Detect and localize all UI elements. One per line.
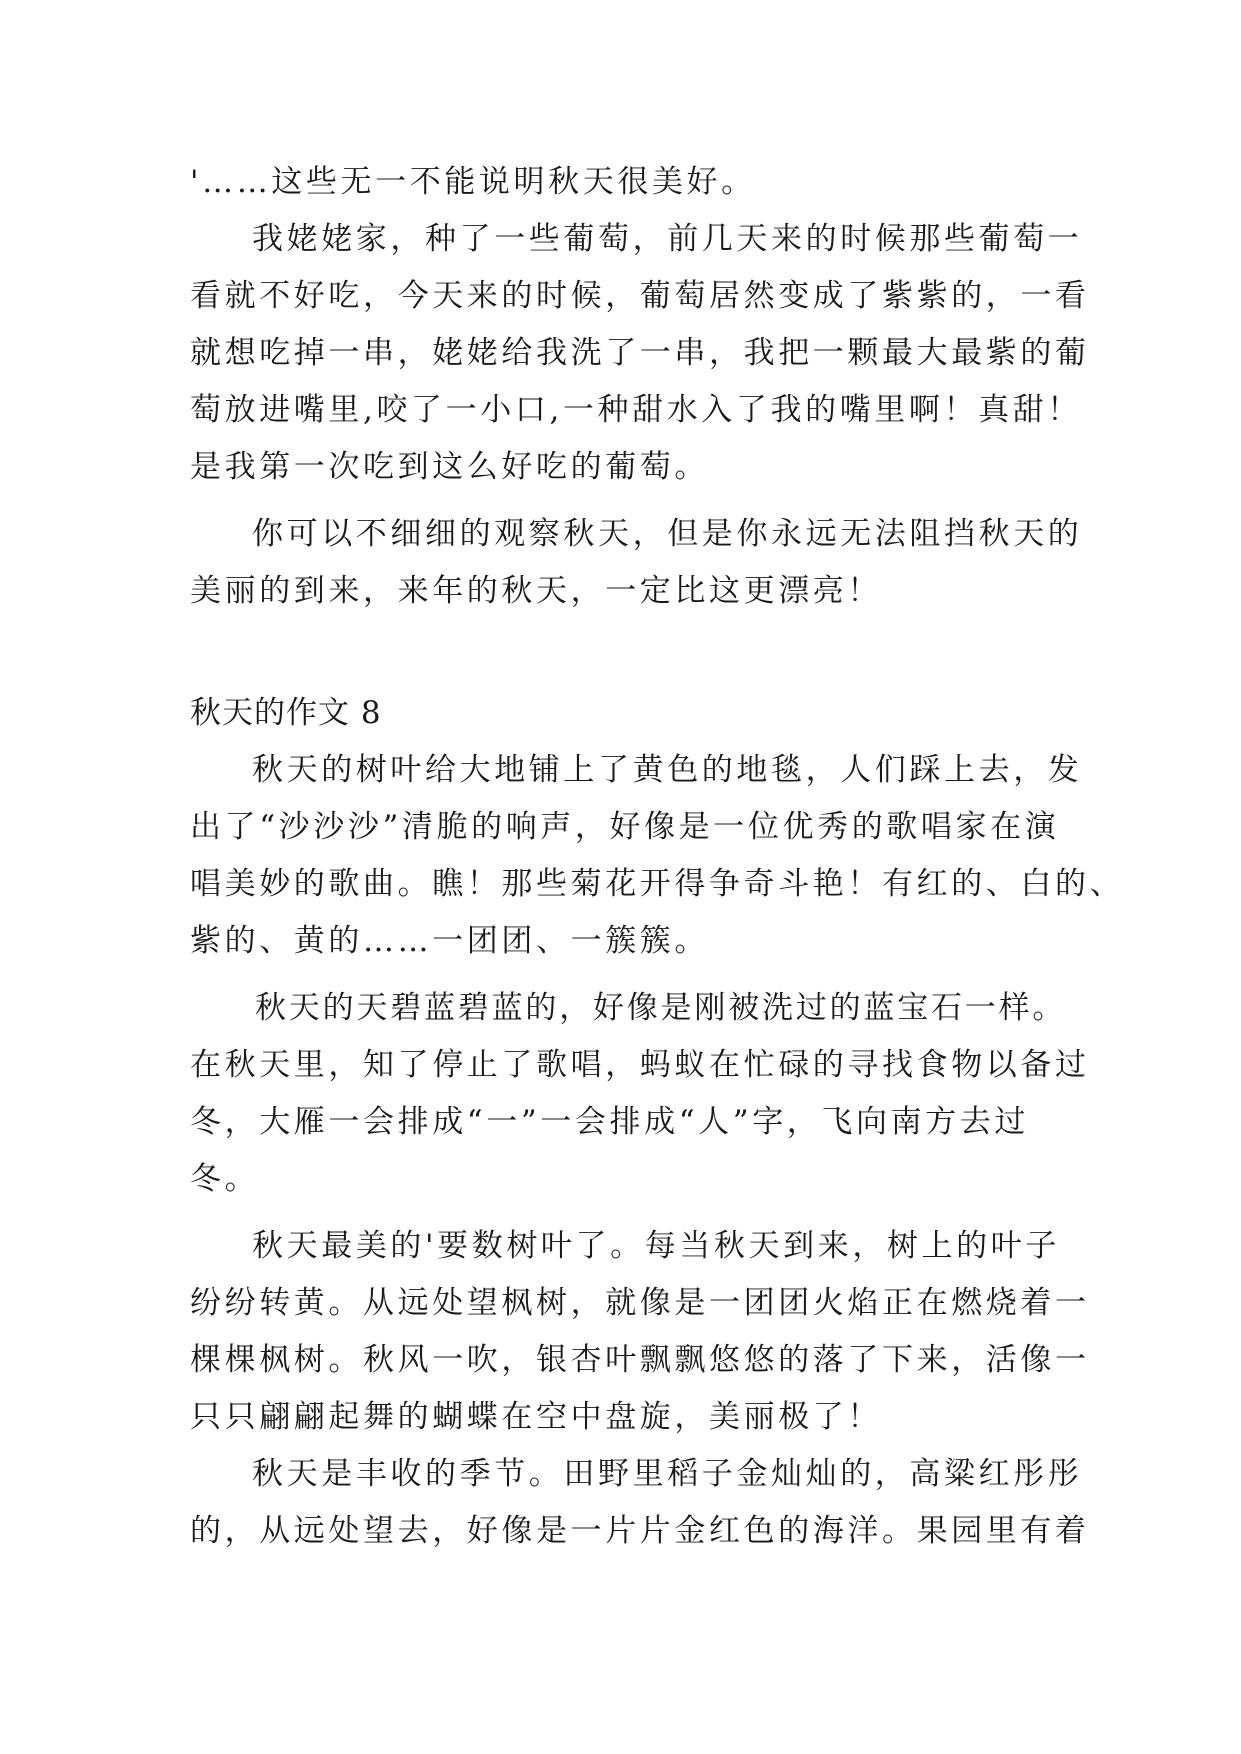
paragraph-first-line: 秋天是丰收的季节。田野里稻子金灿灿的，高粱红彤彤 [252, 1456, 1083, 1492]
text-line: '……这些无一不能说明秋天很美好。 [190, 164, 756, 200]
paragraph-first-line: 秋天的树叶给大地铺上了黄色的地毯，人们踩上去，发 [252, 752, 1083, 788]
text-line: 看就不好吃，今天来的时候，葡萄居然变成了紫紫的，一看 [190, 278, 1090, 314]
section-heading: 秋天的作文 8 [190, 695, 382, 731]
text-line: 是我第一次吃到这么好吃的葡萄。 [190, 449, 709, 485]
text-line: 只只翩翩起舞的蝴蝶在空中盘旋，美丽极了！ [190, 1399, 882, 1435]
text-line: 萄放进嘴里,咬了一小口,一种甜水入了我的嘴里啊！真甜！ [190, 392, 1082, 428]
text-line: 美丽的到来，来年的秋天，一定比这更漂亮！ [190, 573, 882, 609]
text-line: 出了“沙沙沙”清脆的响声，好像是一位优秀的歌唱家在演 [190, 809, 1060, 845]
text-line: 的，从远处望去，好像是一片片金红色的海洋。果园里有着 [190, 1513, 1090, 1549]
paragraph-first-line: 秋天最美的'要数树叶了。每当秋天到来，树上的叶子 [252, 1228, 1060, 1264]
text-line: 唱美妙的歌曲。瞧！那些菊花开得争奇斗艳！有红的、白的、 [190, 866, 1125, 902]
text-line: 就想吃掉一串，姥姥给我洗了一串，我把一颗最大最紫的葡 [190, 335, 1090, 371]
text-line: 冬。 [190, 1161, 260, 1197]
text-line: 冬，大雁一会排成“一”一会排成“人”字，飞向南方去过 [190, 1104, 1029, 1140]
paragraph-first-line: 秋天的天碧蓝碧蓝的，好像是刚被洗过的蓝宝石一样。 [255, 990, 1067, 1026]
text-line: 纷纷转黄。从远处望枫树，就像是一团团火焰正在燃烧着一 [190, 1285, 1090, 1321]
paragraph-first-line: 你可以不细细的观察秋天，但是你永远无法阻挡秋天的 [252, 516, 1083, 552]
text-line: 在秋天里，知了停止了歌唱，蚂蚁在忙碌的寻找食物以备过 [190, 1047, 1090, 1083]
text-line: 紫的、黄的……一团团、一簇簇。 [190, 923, 709, 959]
paragraph-first-line: 我姥姥家，种了一些葡萄，前几天来的时候那些葡萄一 [252, 221, 1083, 257]
text-line: 棵棵枫树。秋风一吹，银杏叶飘飘悠悠的落了下来，活像一 [190, 1342, 1090, 1378]
